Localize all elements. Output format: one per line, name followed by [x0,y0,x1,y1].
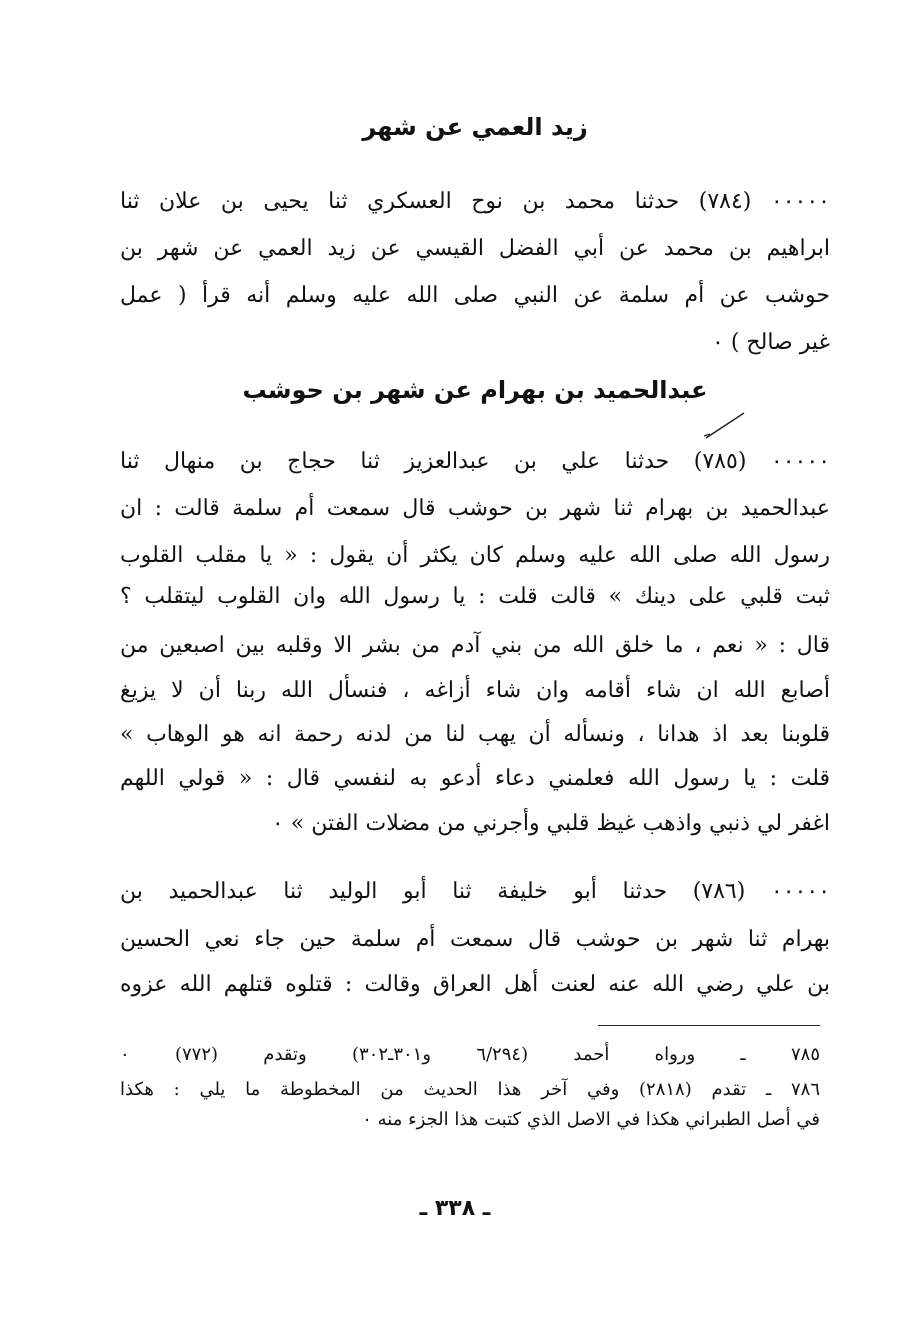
hadith-784-line-1: ٠٠٠٠٠ (٧٨٤) حدثنا محمد بن نوح العسكري ثنا يحيى بن علان ثنا [120,189,830,214]
hadith-785-line-5: قال : « نعم ، ما خلق الله من بني آدم من بشر الا وقلبه بين اصبعين من [120,633,830,658]
hadith-785-line-1: ٠٠٠٠٠ (٧٨٥) حدثنا علي بن عبدالعزيز ثنا حجاج بن منهال ثنا [120,449,830,474]
section-heading-zayd-al-ammi: زيد العمي عن شهر [362,113,588,141]
section-heading-abdulhamid-bin-bahram: عبدالحميد بن بهرام عن شهر بن حوشب [242,376,708,404]
footnote-786-line-1: ٧٨٦ ـ تقدم (٢٨١٨) وفي آخر هذا الحديث من المخطوطة ما يلي : هكذا [120,1079,820,1100]
hadith-785-line-7: قلوبنا بعد اذ هدانا ، ونسأله أن يهب لنا من لدنه رحمة انه هو الوهاب » [120,722,830,747]
hadith-785-line-9: اغفر لي ذنبي واذهب غيظ قلبي وأجرني من مضلات الفتن » ٠ [271,811,830,836]
hadith-784-line-3: حوشب عن أم سلمة عن النبي صلى الله عليه وسلم أنه قرأ ( عمل [120,283,830,308]
footnote-786-line-2: في أصل الطبراني هكذا في الاصل الذي كتبت هذا الجزء منه ٠ [362,1109,820,1130]
hadith-784-line-4: غير صالح ) ٠ [712,330,830,355]
page-number: ـ ٣٣٨ ـ [419,1196,491,1221]
hadith-786-line-3: بن علي رضي الله عنه لعنت أهل العراق وقالت : قتلوه قتلهم الله عزوه [120,972,830,997]
hadith-786-line-1: ٠٠٠٠٠ (٧٨٦) حدثنا أبو خليفة ثنا أبو الوليد ثنا عبدالحميد بن [120,879,830,904]
hadith-785-line-3: رسول الله صلى الله عليه وسلم كان يكثر أن يقول : « يا مقلب القلوب [120,543,830,568]
hadith-786-line-2: بهرام ثنا شهر بن حوشب قال سمعت أم سلمة حين جاء نعي الحسين [120,927,830,952]
hadith-785-line-6: أصابع الله ان شاء أقامه وان شاء أزاغه ، فنسأل الله ربنا أن لا يزيغ [120,678,830,703]
hadith-785-line-4: ثبت قلبي على دينك » قالت قلت : يا رسول الله وان القلوب ليتقلب ؟ [120,584,830,609]
footnote-785: ٧٨٥ ـ ورواه أحمد (٦/٢٩٤ و٣٠١ـ٣٠٢) وتقدم (٧٧٢) ٠ [120,1044,820,1065]
hadith-785-line-2: عبدالحميد بن بهرام ثنا شهر بن حوشب قال سمعت أم سلمة قالت : ان [120,496,830,521]
footnote-separator [598,1025,820,1026]
pen-mark [700,410,750,440]
hadith-784-line-2: ابراهيم بن محمد عن أبي الفضل القيسي عن زيد العمي عن شهر بن [120,236,830,261]
hadith-785-line-8: قلت : يا رسول الله فعلمني دعاء أدعو به لنفسي قال : « قولي اللهم [120,766,830,791]
